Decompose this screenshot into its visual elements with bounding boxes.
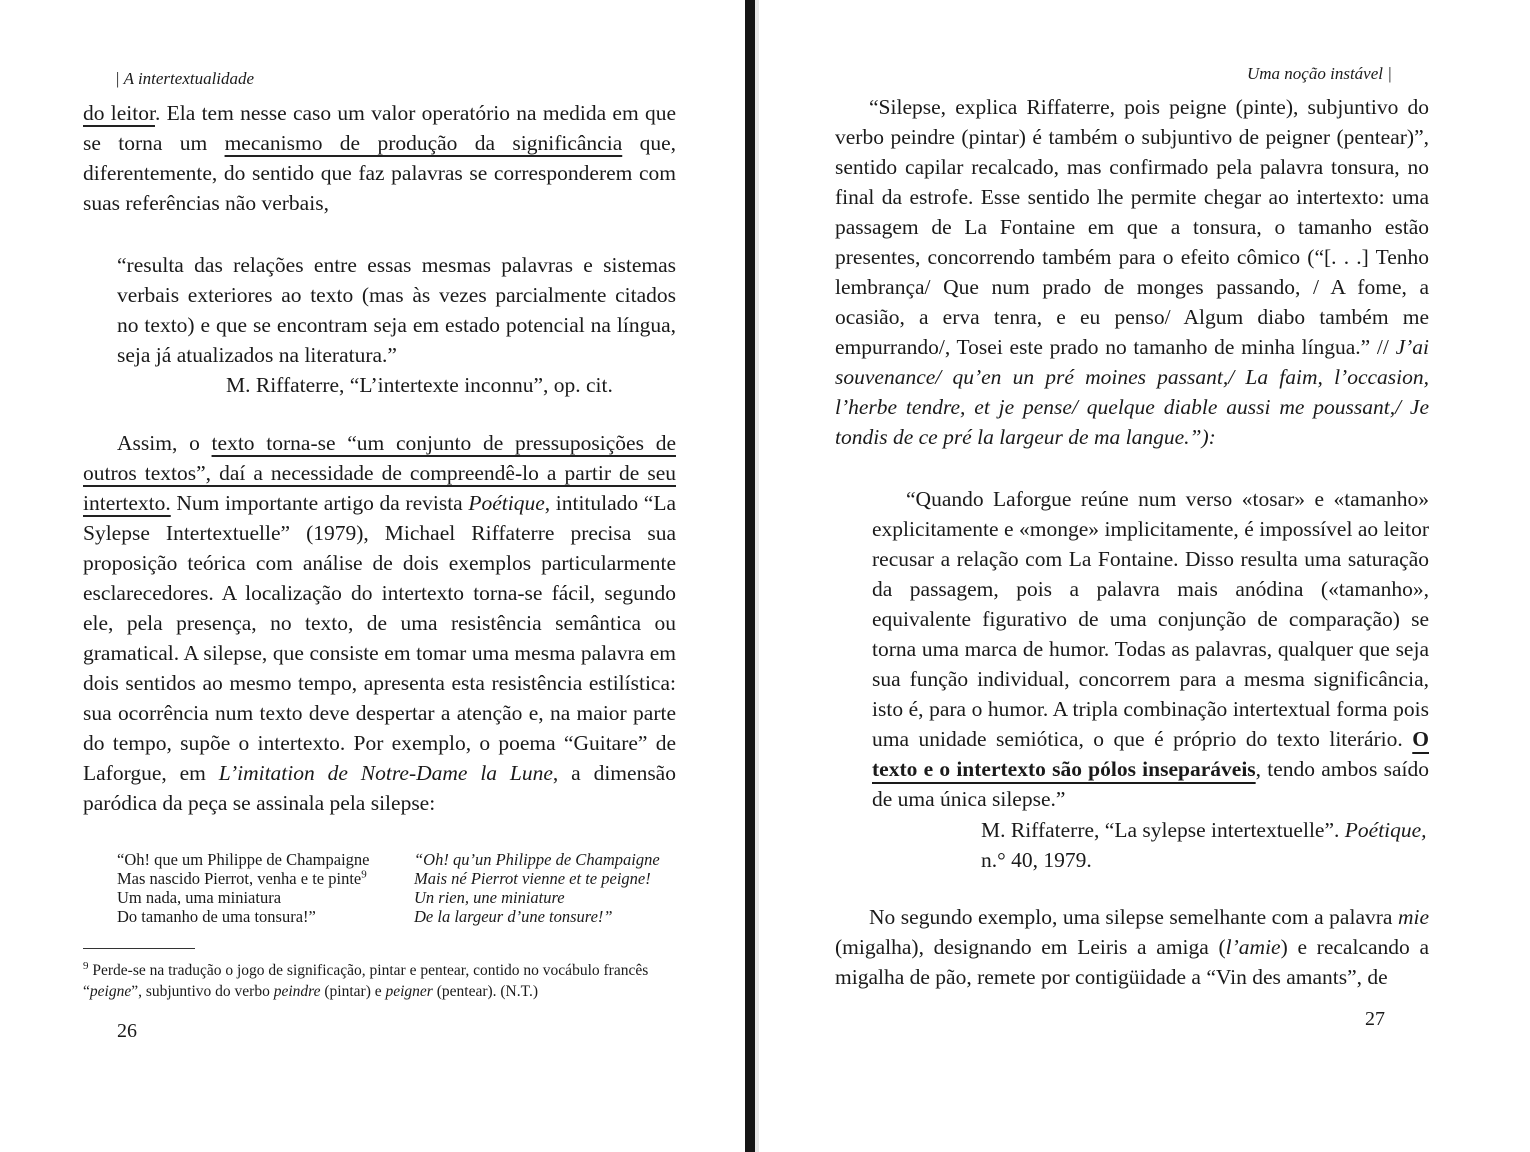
right-running-head: Uma noção instável | xyxy=(1247,64,1392,83)
footnote-divider xyxy=(83,948,195,949)
right-paragraph-2: No segundo exemplo, uma silepse semelhante com a palavra mie (migalha), designando em Leiris a amiga (l’amie) e recalcando a migalha de pão, remete por contigüidade a “Vin des amants”, de xyxy=(835,905,1429,989)
footnote: $^9$ Perde-se na tradução o jogo de significação, pintar e pentear, contido no vocábulo francês “peigne”, subjuntivo do verbo peindre (pintar) e peigner (pentear). (N.T.) xyxy=(83,959,649,1000)
poem-french: “Oh! qu’un Philippe de Champaigne Mais né Pierrot vienne et te peigne! Un rien, une miniature De la largeur d’une tonsure!” xyxy=(414,850,660,926)
right-paragraph-1: “Silepse, explica Riffaterre, pois peigne (pinte), subjuntivo do verbo peindre (pintar) é também o subjuntivo de peigner (pentear)”, sentido capilar recalcado, mas confirmado pela palavra tonsura, no final da estrofe. Esse sentido lhe permite chegar ao intertexto: uma passagem de La Fontaine em que a tonsura, o tamanho estão presentes, concorrendo também para o efeito cômico (“[. . .] Tenho lembrança/ Que num prado de monges passando, / A fome, a ocasião, a erva tenra, e eu penso/ Algum diabo também me empurrando/, Tosei este prado no tamanho de minha língua.” // J’ai souvenance/ qu’en un pré moines passant,/ La faim, l’occasion, l’herbe tendre, et je pense/ quelque diable aussi me poussant,/ Je tondis de ce pré la largeur de ma langue.”): xyxy=(835,95,1429,449)
left-running-head: | A intertextualidade xyxy=(115,69,255,88)
highlight-mecanismo: mecanismo de produção da significância xyxy=(224,131,623,155)
right-quote-attribution-1: M. Riffaterre, “La sylepse intertextuelle”. Poétique, xyxy=(981,818,1427,842)
highlight-texto-torna-se: texto torna-se “um conjunto de pressuposições de outros textos”, daí a necessidade de compreendê-lo a partir de seu intertexto. xyxy=(83,431,676,515)
right-page xyxy=(755,0,1530,1152)
highlight-do-leitor: do leitor xyxy=(83,101,155,125)
left-page xyxy=(0,0,745,1152)
right-page-number: 27 xyxy=(1365,1008,1385,1030)
right-block-quote: “Quando Laforgue reúne num verso «tosar» e «tamanho» explicitamente e «monge» implicitamente, é impossível ao leitor recusar a relação com La Fontaine. Disso resulta uma saturação da passagem, pois a palavra mais anódina («tamanho», equivalente figurativo de uma conjunção de comparação) se torna uma marca de humor. Todas as palavras, qualquer que seja sua função individual, concorrem para a mesma significância, isto é, para o humor. A tripla combinação intertextual forma pois uma unidade semiótica, o que é próprio do texto literário. O texto e o intertexto são pólos inseparáveis, tendo ambos saído de uma única silepse.” xyxy=(872,487,1429,811)
book-gutter xyxy=(745,0,755,1152)
left-block-quote: “resulta das relações entre essas mesmas palavras e sistemas verbais exteriores ao texto (mas às vezes parcialmente citados no texto) e que se encontram seja em estado potencial na língua, seja já atualizados na literatura.” xyxy=(117,253,676,367)
footnote-marker: 9 xyxy=(361,868,367,881)
left-paragraph-2: Assim, o texto torna-se “um conjunto de pressuposições de outros textos”, daí a necessidade de compreendê-lo a partir de seu intertexto. Num importante artigo da revista Poétique, intitulado “La Sylepse Intertextuelle” (1979), Michael Riffaterre precisa sua proposição teórica com análise de dois exemplos particularmente esclarecedores. A localização do intertexto torna-se fácil, segundo ele, pela presença, no texto, de uma resistência semântica ou gramatical. A silepse, que consiste em tomar uma mesma palavra em dois sentidos ao mesmo tempo, apresenta esta resistência estilística: sua ocorrência num texto deve despertar a atenção e, na maior parte do tempo, supõe o intertexto. Por exemplo, o poema “Guitare” de Laforgue, em L’imitation de Notre-Dame la Lune, a dimensão paródica da peça se assinala pela silepse: xyxy=(83,431,676,815)
left-quote-attribution: M. Riffaterre, “L’intertexte inconnu”, op. cit. xyxy=(226,373,613,397)
highlight-texto-intertexto: O texto e o intertexto são pólos inseparáveis xyxy=(872,727,1429,781)
right-quote-attribution-2: n.° 40, 1979. xyxy=(981,848,1092,872)
poem-portuguese: “Oh! que um Philippe de Champaigne Mas nascido Pierrot, venha e te pinte$^9$ Um nada, uma miniatura Do tamanho de uma tonsura!” xyxy=(117,850,370,926)
left-page-number: 26 xyxy=(117,1020,137,1042)
left-paragraph-1: do leitor. Ela tem nesse caso um valor operatório na medida em que se torna um mecanismo de produção da significância que, diferentemente, do sentido que faz palavras se corresponderem com suas referências não verbais, xyxy=(83,101,677,215)
